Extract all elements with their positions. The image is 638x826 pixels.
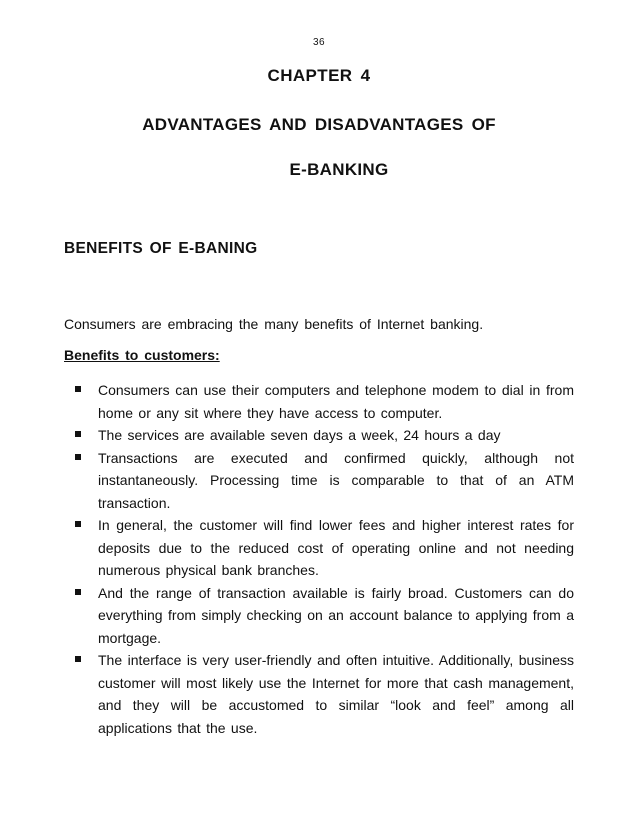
square-bullet-icon bbox=[75, 589, 81, 595]
list-item bbox=[74, 379, 574, 424]
list-item-text: The interface is very user-friendly and often intuitive. Additionally, business customer will most likely use the Internet for more that cash management, and they will be accustomed to similar “look and feel” among all applications that the use. bbox=[98, 652, 574, 736]
square-bullet-icon bbox=[75, 656, 81, 662]
list-item bbox=[74, 514, 574, 582]
intro-paragraph: Consumers are embracing the many benefits of Internet banking. bbox=[64, 316, 484, 332]
chapter-label: CHAPTER 4 bbox=[267, 66, 371, 85]
list-item-text: And the range of transaction available is fairly broad. Customers can do everything from simply checking on an account balance to applying from a mortgage. bbox=[98, 584, 574, 646]
square-bullet-icon bbox=[75, 454, 81, 460]
list-item bbox=[74, 447, 574, 515]
benefits-subheading: Benefits to customers: bbox=[64, 347, 220, 363]
list-item-text: Transactions are executed and confirmed quickly, although not instantaneously. Processing time is comparable to that of an ATM transaction. bbox=[98, 449, 574, 511]
page-number: 36 bbox=[312, 37, 326, 48]
square-bullet-icon bbox=[75, 521, 81, 527]
list-item-text: Consumers can use their computers and telephone modem to dial in from home or any sit where they have access to computer. bbox=[98, 382, 574, 421]
list-item bbox=[74, 582, 574, 650]
chapter-title-line-1: ADVANTAGES AND DISADVANTAGES OF bbox=[142, 115, 496, 134]
chapter-title-line-2: E-BANKING bbox=[289, 160, 389, 179]
list-item-text: In general, the customer will find lower fees and higher interest rates for deposits due to the reduced cost of operating online and not needing numerous physical bank branches. bbox=[98, 517, 574, 578]
square-bullet-icon bbox=[75, 431, 81, 437]
list-item bbox=[74, 424, 574, 447]
list-item-text: The services are available seven days a week, 24 hours a day bbox=[98, 427, 501, 443]
square-bullet-icon bbox=[75, 386, 81, 392]
list-item bbox=[74, 649, 574, 739]
benefits-list bbox=[74, 379, 574, 739]
section-heading: BENEFITS OF E-BANING bbox=[64, 240, 258, 257]
